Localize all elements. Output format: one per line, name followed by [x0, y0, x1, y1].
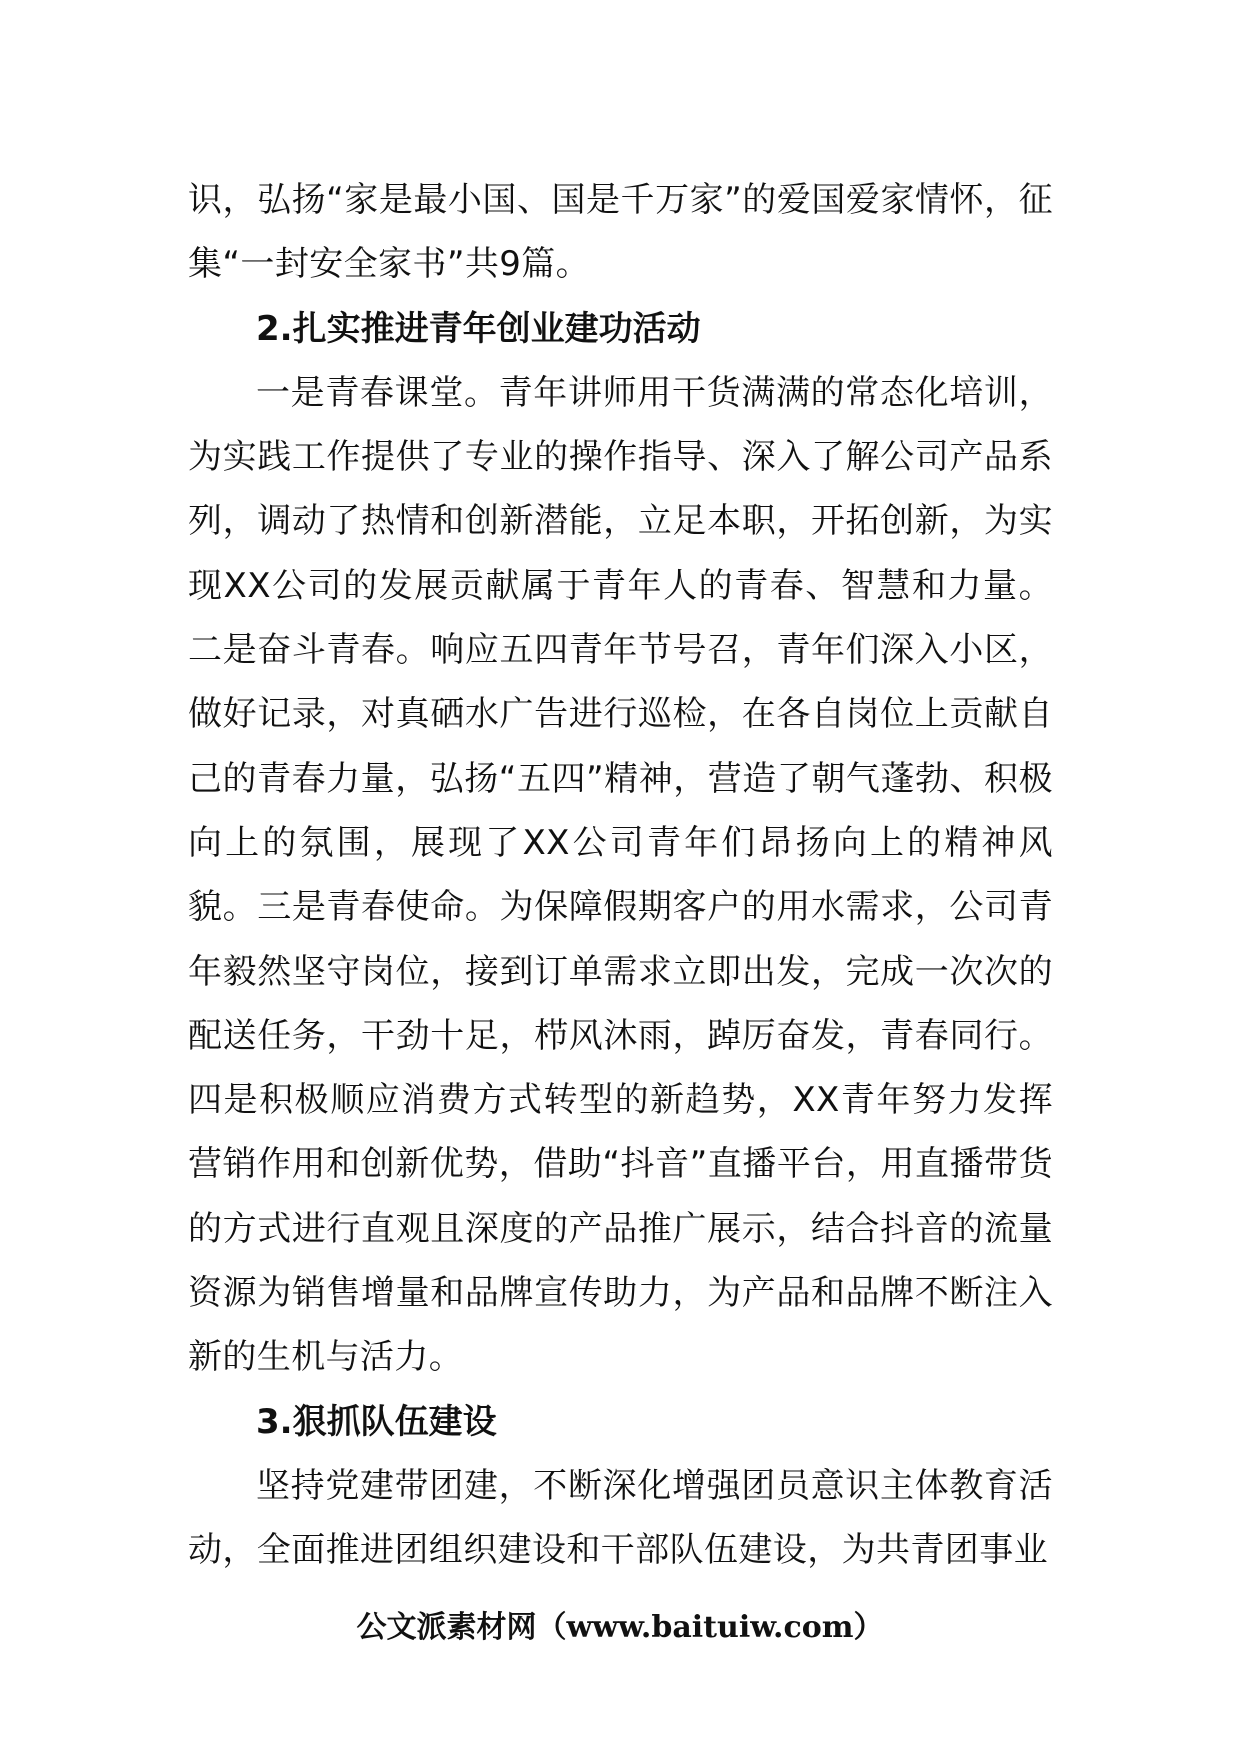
- paragraph-youth-activities: 一是青春课堂。青年讲师用干货满满的常态化培训，为实践工作提供了专业的操作指导、深入了解公司产品系列，调动了热情和创新潜能，立足本职，开拓创新，为实现XX公司的发展贡献属于青年人的青春、智慧和力量。二是奋斗青春。响应五四青年节号召，青年们深入小区，做好记录，对真硒水广告进行巡检，在各自岗位上贡献自己的青春力量，弘扬“五四”精神，营造了朝气蓬勃、积极向上的氛围，展现了XX公司青年们昂扬向上的精神风貌。三是青春使命。为保障假期客户的用水需求，公司青年毅然坚守岗位，接到订单需求立即出发，完成一次次的配送任务，干劲十足，栉风沐雨，踔厉奋发，青春同行。四是积极顺应消费方式转型的新趋势，XX青年努力发挥营销作用和创新优势，借助“抖音”直播平台，用直播带货的方式进行直观且深度的产品推广展示，结合抖音的流量资源为销售增量和品牌宣传助力，为产品和品牌不断注入新的生机与活力。: [188, 372, 1053, 1378]
- paragraph-intro-continuation: 识，弘扬“家是最小国、国是千万家”的爱国爱家情怀，征集“一封安全家书”共9篇。: [188, 180, 1053, 285]
- section-heading-3: 3.狠抓队伍建设: [256, 1401, 497, 1442]
- section-heading-2: 2.扎实推进青年创业建功活动: [256, 308, 701, 349]
- paragraph-team-building: 坚持党建带团建，不断深化增强团员意识主体教育活动，全面推进团组织建设和干部队伍建设，为共青团事业: [188, 1465, 1053, 1571]
- document-body: [188, 168, 1053, 1583]
- footer-watermark: 公文派素材网（www.baituiw.com）: [356, 1610, 884, 1645]
